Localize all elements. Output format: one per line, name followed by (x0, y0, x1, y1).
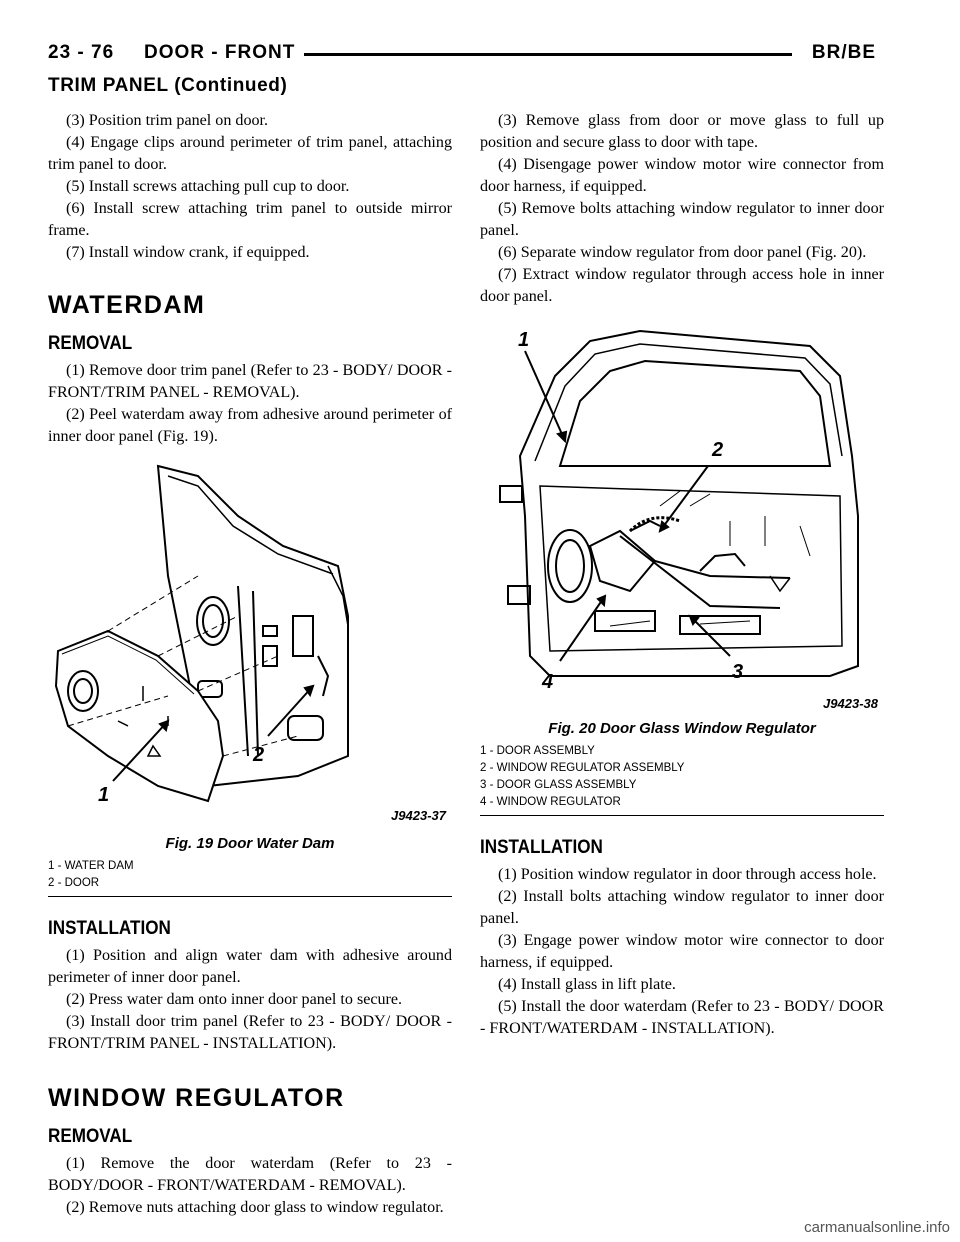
fig20-legend (480, 743, 884, 816)
regulator-removal-step-4: (4) Disengage power window motor wire connector from door harness, if equipped. (480, 156, 884, 195)
waterdam-install-step-3: (3) Install door trim panel (Refer to 23 - BODY/ DOOR - FRONT/TRIM PANEL - INSTALLATION). (48, 1013, 452, 1052)
fig19-callout-1: 1 (98, 784, 110, 806)
waterdam-title: WATERDAM (48, 291, 206, 319)
fig20-callout-1: 1 (518, 329, 530, 351)
waterdam-removal-step-2: (2) Peel waterdam away from adhesive around perimeter of inner door panel (Fig. 19). (48, 406, 452, 445)
regulator-install-step-5: (5) Install the door waterdam (Refer to 23 - BODY/ DOOR - FRONT/WATERDAM - INSTALLATION). (480, 998, 884, 1037)
fig20-code: J9423-38 (823, 696, 878, 711)
trim-step-4: (4) Engage clips around perimeter of trim panel, attaching trim panel to door. (48, 134, 452, 173)
fig19-figure (48, 456, 452, 831)
model-code: BR/BE (811, 42, 876, 63)
fig19-code: J9423-37 (391, 808, 446, 823)
section-title: DOOR - FRONT (144, 42, 296, 63)
waterdam-removal-step-1: (1) Remove door trim panel (Refer to 23 - BODY/ DOOR - FRONT/TRIM PANEL - REMOVAL). (48, 362, 452, 401)
waterdam-installation-title: INSTALLATION (48, 918, 171, 939)
left-column (48, 110, 452, 1219)
fig19-callout-2: 2 (253, 744, 265, 766)
fig20-legend-item: 4 - WINDOW REGULATOR (480, 796, 621, 808)
waterdam-removal-title: REMOVAL (48, 333, 133, 354)
fig20-legend-item: 2 - WINDOW REGULATOR ASSEMBLY (480, 762, 685, 774)
regulator-install-step-3: (3) Engage power window motor wire connector to door harness, if equipped. (480, 932, 884, 971)
regulator-removal-step-6: (6) Separate window regulator from door panel (Fig. 20). (498, 244, 867, 261)
fig19-caption: Fig. 19 Door Water Dam (165, 835, 335, 852)
regulator-install-step-2: (2) Install bolts attaching window regulator to inner door panel. (480, 888, 884, 927)
regulator-removal-step-5: (5) Remove bolts attaching window regulator to inner door panel. (480, 200, 884, 239)
trim-step-6: (6) Install screw attaching trim panel to outside mirror frame. (48, 200, 452, 239)
regulator-removal-title: REMOVAL (48, 1126, 133, 1147)
fig20-legend-item: 3 - DOOR GLASS ASSEMBLY (480, 779, 637, 791)
fig19-legend (48, 858, 452, 897)
regulator-removal-step-7: (7) Extract window regulator through access hole in inner door panel. (480, 266, 884, 305)
fig20-caption: Fig. 20 Door Glass Window Regulator (548, 720, 816, 737)
fig20-figure (480, 316, 884, 716)
fig20-callout-3: 3 (732, 661, 744, 683)
header-rule (304, 53, 792, 56)
door-water-dam-illustration (48, 456, 452, 831)
fig20-callout-2: 2 (712, 439, 724, 461)
page-header (48, 42, 876, 72)
trim-step-3: (3) Position trim panel on door. (66, 112, 269, 129)
page-number: 23 - 76 (48, 42, 115, 63)
fig19-legend-item: 1 - WATER DAM (48, 860, 134, 872)
fig19-legend-item: 2 - DOOR (48, 877, 100, 889)
regulator-removal-step-1: (1) Remove the door waterdam (Refer to 23 - BODY/DOOR - FRONT/WATERDAM - REMOVAL). (48, 1155, 452, 1194)
waterdam-install-step-1: (1) Position and align water dam with adhesive around perimeter of inner door panel. (48, 947, 452, 986)
fig20-callout-4: 4 (542, 671, 554, 693)
regulator-removal-step-3: (3) Remove glass from door or move glass to full up position and secure glass to door with tape. (480, 112, 884, 151)
trim-step-5: (5) Install screws attaching pull cup to door. (66, 178, 350, 195)
regulator-install-step-4: (4) Install glass in lift plate. (498, 976, 676, 993)
continued-heading: TRIM PANEL (Continued) (48, 75, 288, 96)
watermark-site: carmanualsonline.info (804, 1219, 950, 1236)
window-regulator-title: WINDOW REGULATOR (48, 1084, 345, 1112)
door-glass-window-regulator-illustration (480, 316, 884, 716)
regulator-removal-step-2: (2) Remove nuts attaching door glass to window regulator. (66, 1199, 444, 1216)
right-column (480, 110, 884, 1040)
trim-step-7: (7) Install window crank, if equipped. (66, 244, 310, 261)
fig20-legend-item: 1 - DOOR ASSEMBLY (480, 745, 595, 757)
regulator-installation-title: INSTALLATION (480, 837, 603, 858)
waterdam-install-step-2: (2) Press water dam onto inner door panel to secure. (66, 991, 403, 1008)
regulator-install-step-1: (1) Position window regulator in door through access hole. (498, 866, 877, 883)
